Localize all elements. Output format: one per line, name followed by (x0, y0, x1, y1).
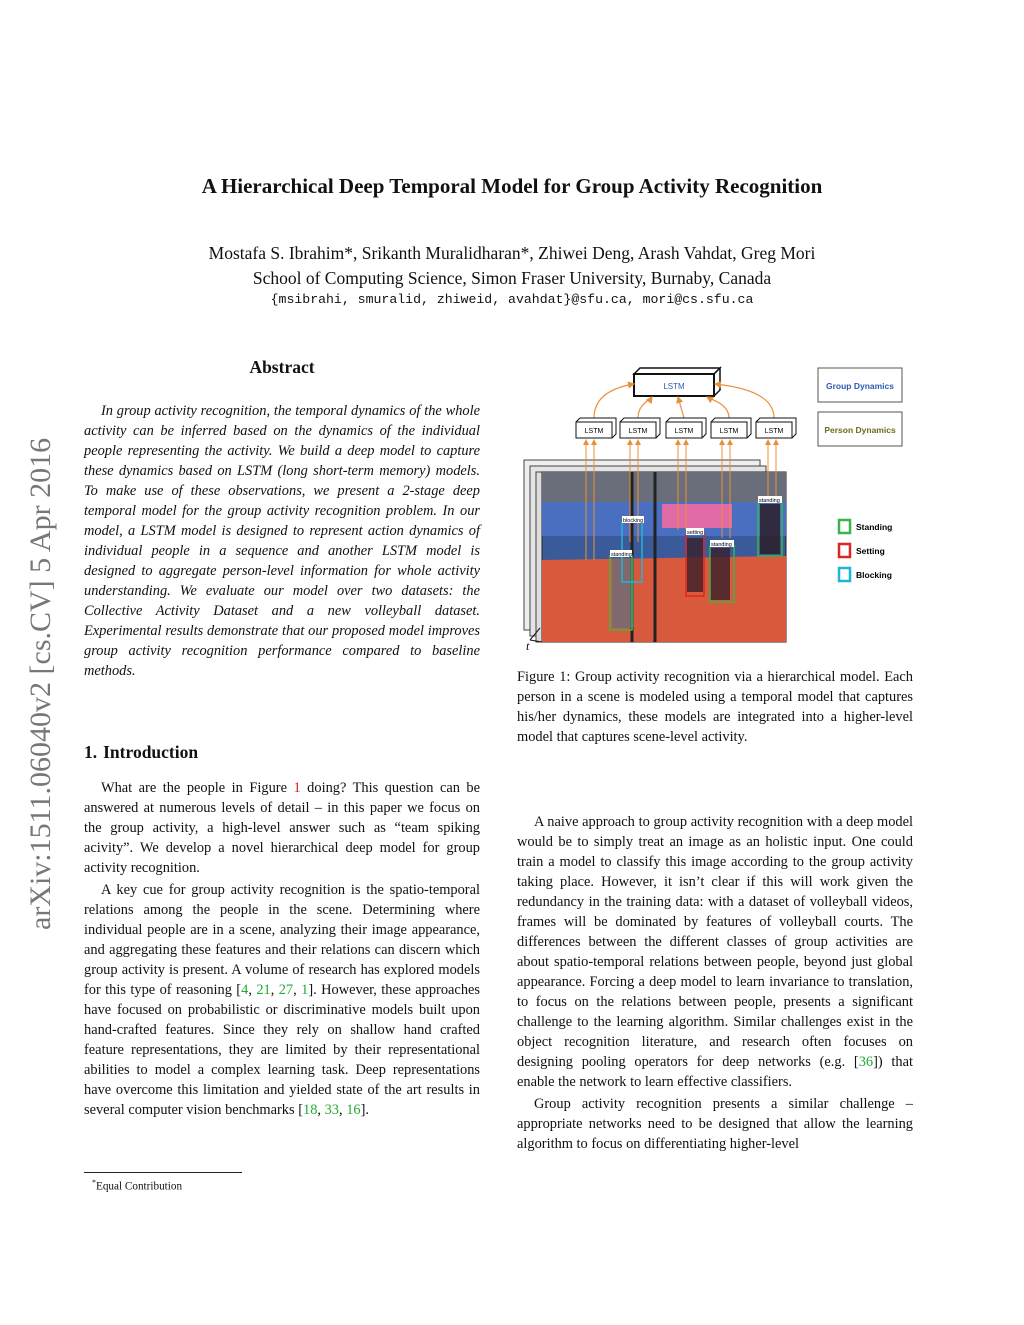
text-run: doing? This question can be answered at numerous levels of detail – in this paper we focus on the group activity, a high-level answer such as “team spiking acivity”. We develop a novel hierarchical deep model for group activity recognition. (84, 780, 480, 876)
bbox-label: standing (759, 498, 780, 504)
citation-link[interactable]: 36 (858, 1054, 874, 1070)
legend-label-standing: Standing (856, 522, 893, 532)
bbox-label: standing (711, 542, 732, 548)
text-run: ]. However, these approaches have focused on probabilistic or discriminative models built upon hand-crafted features. Since they rely on shallow hand crafted feature representations, they are limited by their representational abilities to model a complex learning task. Deep representations have overcome this limitation and yielded state of the art results in several computer vision benchmarks [ (84, 982, 481, 1118)
text-run: ]. (360, 1102, 369, 1118)
volleyball-frame (542, 472, 786, 642)
person-lstm-label: LSTM (674, 428, 694, 435)
legend-swatch-standing (839, 520, 850, 533)
legend-person-dynamics (818, 412, 902, 446)
figure-hierarchical-model (512, 360, 912, 660)
footnote-text: Equal Contribution (96, 1180, 183, 1193)
citation-link[interactable]: 27 (278, 982, 294, 998)
author-block (0, 241, 1024, 291)
person-lstm-box (576, 418, 616, 438)
text-run: ]) that enable the network to learn effective classifiers. (517, 1054, 913, 1090)
right-paragraph-2: Group activity recognition presents a similar challenge – appropriate networks need to be designed that allow the learning algorithm to focus on differentiating higher-level (517, 1096, 913, 1152)
bbox-label: setting (687, 530, 704, 536)
section-title: Introduction (103, 742, 199, 762)
abstract-paragraph: In group activity recognition, the temporal dynamics of the whole activity can be inferred based on the dynamics of the individual people representing the activity. We build a deep model to capture these dynamics based on LSTM (long short-term memory) models. To make use of these observations, we present a 2-stage deep temporal model for the group activity recognition problem. In our model, a LSTM model is designed to represent action dynamics of individual people in a sequence and another LSTM model is designed to aggregate person-level information for whole activity understanding. We evaluate our model over two datasets: the Collective Activity Dataset and a new volleyball dataset. Experimental results demonstrate that our proposed model improves group activity recognition performance compared to baseline methods. (84, 403, 480, 679)
footnote-mark: * (92, 1178, 96, 1187)
caption-text: Figure 1: Group activity recognition via a hierarchical model. Each person in a scene is modeled using a temporal model that captures his/her dynamics, these models are integrated into a higher-level model that captures scene-level activity. (517, 669, 913, 745)
citation-link[interactable]: 16 (346, 1102, 361, 1118)
citation-link[interactable]: 4 (241, 982, 249, 998)
affiliation: School of Computing Science, Simon Fraser University, Burnaby, Canada (252, 268, 772, 288)
group-lstm-label: LSTM (663, 382, 685, 391)
right-paragraph-1 (517, 812, 913, 1092)
legend-group-dynamics (818, 368, 902, 402)
legend-person-dynamics-label: Person Dynamics (824, 425, 896, 435)
citation-link[interactable]: 21 (256, 982, 271, 998)
section-heading-introduction (84, 742, 204, 763)
legend-swatch-blocking (839, 568, 850, 581)
citation-link[interactable]: 1 (301, 982, 309, 998)
text-run: What are the people in Figure (101, 780, 294, 796)
person-lstm-label: LSTM (764, 428, 784, 435)
activity-legend (839, 520, 892, 581)
footnote (92, 1178, 182, 1193)
text-run: A naive approach to group activity recognition with a deep model would be to simply treat an image as an holistic input. One could train a model to classify this image according to the group activity taking place. However, it isn’t clear if this will work given the redundancy in the training data: with a dataset of volleyball videos, frames will be dominated by features of volleyball courts. The differences between the different classes of group activities are about spatio-temporal relations between people, beyond just global appearance. Forcing a deep model to learn invariance to translation, to focus on the relations between people, presents a significant challenge to the learning algorithm. Similar challenges exist in the object recognition literature, and research often focuses on designing pooling operators for deep networks (e.g. [ (517, 814, 913, 1070)
person-lstm-box (666, 418, 706, 438)
figure-reference-link[interactable]: 1 (293, 780, 301, 796)
citation-link[interactable]: 18 (303, 1102, 318, 1118)
figure-caption (517, 667, 913, 747)
author-emails: {msibrahi, smuralid, zhiweid, avahdat}@sfu.ca, mori@cs.sfu.ca (270, 292, 754, 307)
time-label: t (526, 639, 530, 653)
legend-group-dynamics-label: Group Dynamics (825, 381, 895, 391)
person-lstm-label: LSTM (584, 428, 604, 435)
right-column-body (517, 812, 913, 1154)
bbox-label: blocking (623, 518, 644, 524)
arxiv-identifier: arXiv:1511.06040v2 [cs.CV] 5 Apr 2016 (24, 437, 57, 930)
abstract-text (84, 401, 480, 681)
abstract-heading: Abstract (249, 357, 315, 377)
person-lstm-label: LSTM (719, 428, 739, 435)
group-lstm-box (634, 368, 720, 396)
person-lstm-box (711, 418, 751, 438)
person-lstm-label: LSTM (628, 428, 648, 435)
person-lstm-box (756, 418, 796, 438)
paper-title: A Hierarchical Deep Temporal Model for Group Activity Recognition (201, 174, 823, 198)
section-number: 1. (84, 742, 98, 762)
author-list: Mostafa S. Ibrahim*, Srikanth Muralidharan*, Zhiwei Deng, Arash Vahdat, Greg Mori (208, 243, 816, 263)
text-run: A key cue for group activity recognition is the spatio-temporal relations among the people in the scene. Determining where individual people are in a scene, analyzing their image appearance, and aggregating these features and their relations can discern which group activity is present. A volume of research has explored models for this type of reasoning [ (84, 882, 480, 998)
introduction-body (84, 778, 480, 1120)
intro-paragraph-1 (84, 778, 480, 878)
legend-swatch-setting (839, 544, 850, 557)
intro-paragraph-2: A key cue for group activity recognition is the spatio-temporal relations among the people in the scene. Determining where individual people are in a scene, analyzing their image appearance, and aggregating these features and their relations can discern which group activity is present. A volume of research has explored models for this type of reasoning [4, 21, 27, 1]. However, these approaches have focused on probabilistic or discriminative models built upon hand-crafted features. Since they rely on shallow hand crafted feature representations, they are limited by their representational abilities to model a complex learning task. Deep representations have overcome this limitation and yielded state of the art results in several computer vision benchmarks [18, 33, 16]. (84, 882, 481, 1118)
person-lstm-row (576, 418, 796, 438)
bbox-label: standing (611, 552, 632, 558)
legend-label-blocking: Blocking (856, 570, 892, 580)
legend-label-setting: Setting (856, 546, 885, 556)
citation-link[interactable]: 33 (324, 1102, 339, 1118)
person-lstm-box (620, 418, 660, 438)
footnote-divider (84, 1172, 242, 1173)
